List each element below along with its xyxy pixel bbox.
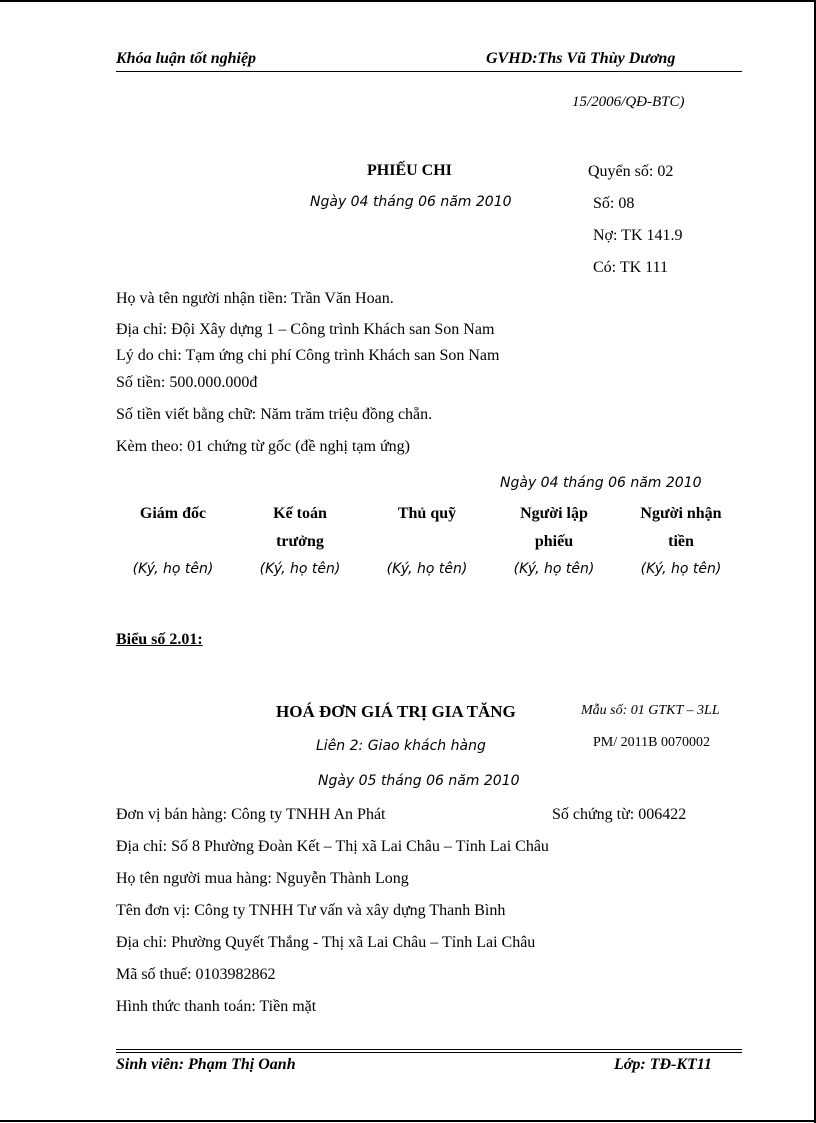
- header-left: Khóa luận tốt nghiệp: [116, 50, 257, 67]
- signature-title: Giám đốc: [139, 505, 207, 522]
- invoice-form-no: Mẫu số: 01 GTKT – 3LL: [581, 703, 720, 718]
- header-right: GVHD:Ths Vũ Thùy Dương: [486, 50, 676, 67]
- invoice-line: Hình thức thanh toán: Tiền mặt: [116, 998, 317, 1015]
- voucher-credit: Có: TK 111: [593, 259, 668, 276]
- signature-note: (Ký, họ tên): [640, 561, 722, 577]
- invoice-date: Ngày 05 tháng 06 năm 2010: [318, 773, 520, 789]
- signature-note: (Ký, họ tên): [259, 561, 341, 577]
- voucher-line: Họ và tên người nhận tiền: Trần Văn Hoan.: [116, 290, 394, 307]
- signature-title: Người lập phiếu: [520, 505, 588, 550]
- signature-date: Ngày 04 tháng 06 năm 2010: [500, 475, 702, 491]
- voucher-date: Ngày 04 tháng 06 năm 2010: [310, 194, 512, 210]
- invoice-serial: PM/ 2011B 0070002: [593, 735, 710, 750]
- signature-title: Kế toán trưởng: [273, 505, 327, 550]
- invoice-title: HOÁ ĐƠN GIÁ TRỊ GIA TĂNG: [276, 702, 516, 721]
- footer-left: Sinh viên: Phạm Thị Oanh: [116, 1056, 296, 1073]
- signature-receiver: [621, 500, 741, 556]
- signature-chief-accountant: [240, 500, 360, 556]
- signature-note: (Ký, họ tên): [386, 561, 468, 577]
- invoice-seller: Đơn vị bán hàng: Công ty TNHH An Phát: [116, 806, 386, 823]
- invoice-line: Mã số thuế: 0103982862: [116, 966, 276, 983]
- signature-note: (Ký, họ tên): [132, 561, 214, 577]
- voucher-book-no: Quyển số: 02: [588, 163, 674, 180]
- footer-right: Lớp: TĐ-KT11: [614, 1056, 712, 1073]
- voucher-line: Số tiền viết bằng chữ: Năm trăm triệu đồng chẵn.: [116, 406, 433, 423]
- invoice-line: Địa chỉ: Số 8 Phường Đoàn Kết – Thị xã Lai Châu – Tỉnh Lai Châu: [116, 838, 549, 855]
- voucher-line: Lý do chi: Tạm ứng chi phí Công trình Khách san Son Nam: [116, 347, 500, 364]
- section-label: Biểu số 2.01:: [116, 631, 203, 648]
- invoice-line: Họ tên người mua hàng: Nguyễn Thành Long: [116, 870, 409, 887]
- invoice-line: Địa chỉ: Phường Quyết Thắng - Thị xã Lai Châu – Tỉnh Lai Châu: [116, 934, 536, 951]
- signature-preparer: [494, 500, 614, 556]
- voucher-number: Số: 08: [593, 195, 635, 212]
- signature-note: (Ký, họ tên): [513, 561, 595, 577]
- invoice-doc-no: Số chứng từ: 006422: [552, 806, 687, 823]
- signature-title: Người nhận tiền: [640, 505, 722, 550]
- voucher-debit: Nợ: TK 141.9: [593, 227, 683, 244]
- top-border: [0, 0, 816, 2]
- invoice-line: Tên đơn vị: Công ty TNHH Tư vấn và xây dựng Thanh Bình: [116, 902, 506, 919]
- footer-rule-top: [116, 1049, 742, 1050]
- bottom-border: [0, 1120, 816, 1122]
- top-reference: 15/2006/QĐ-BTC): [572, 94, 685, 110]
- signature-title: Thủ quỹ: [397, 505, 457, 522]
- voucher-line: Kèm theo: 01 chứng từ gốc (đề nghị tạm ứng): [116, 438, 410, 455]
- invoice-copy: Liên 2: Giao khách hàng: [316, 738, 486, 754]
- footer-rule-bottom: [116, 1052, 742, 1053]
- voucher-title: PHIẾU CHI: [367, 162, 452, 179]
- voucher-line: Địa chỉ: Đội Xây dựng 1 – Công trình Khách san Son Nam: [116, 321, 495, 338]
- signature-cashier: [367, 500, 487, 528]
- header-rule: [116, 71, 742, 72]
- signature-director: [113, 500, 233, 528]
- voucher-line: Số tiền: 500.000.000đ: [116, 374, 258, 391]
